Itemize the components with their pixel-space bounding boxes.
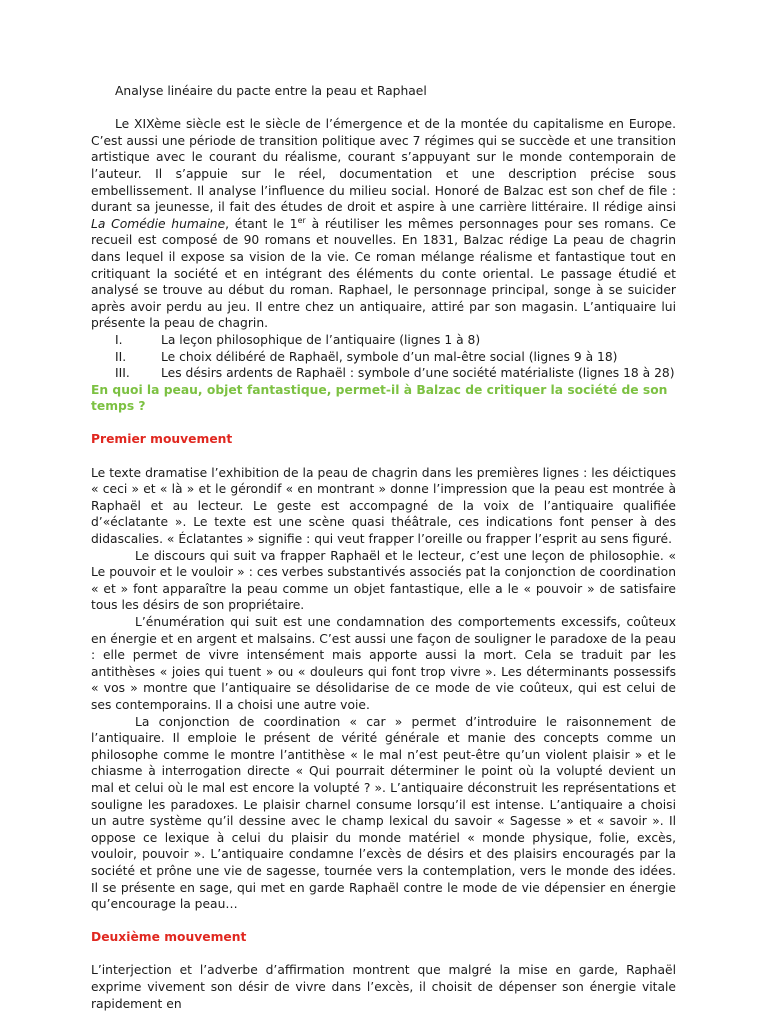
problematique: En quoi la peau, objet fantastique, permet-il à Balzac de critiquer la société de son temps ? — [91, 382, 668, 414]
intro-superscript: er — [297, 215, 306, 225]
document-page — [91, 83, 676, 1012]
intro-book-title: La Comédie humaine — [91, 216, 226, 231]
outline-item-2 — [91, 349, 676, 366]
outline-number: II. — [115, 349, 127, 364]
section1-paragraph-1: Le texte dramatise l’exhibition de la peau de chagrin dans les premières lignes : les déictiques « ceci » et « là » et le gérondif « en montrant » donne l’impression que la peau est montrée à Raphaël et au lecteur. Le geste est accompagné de la voix de l’antiquaire qualifiée d’«éclatante ». Le texte est une scène quasi théâtrale, ces indications font penser à des didascalies. « Éclatantes » signifie : qui veut frapper l’oreille ou frapper l’esprit au sens figuré. — [91, 465, 676, 547]
section2-paragraph-1: L’interjection et l’adverbe d’affirmation montrent que malgré la mise en garde, Raphaël exprime vivement son désir de vivre dans l’excès, il choisit de dépenser son énergie vitale rapidement en — [91, 963, 676, 1011]
intro-text-2: , étant le 1 — [225, 216, 298, 231]
outline-text: La leçon philosophique de l’antiquaire (lignes 1 à 8) — [161, 332, 481, 347]
document-title: Analyse linéaire du pacte entre la peau et Raphael — [115, 84, 427, 98]
section1-paragraph-3: L’énumération qui suit est une condamnation des comportements excessifs, coûteux en énergie et en argent et malsains. C’est aussi une façon de souligner le paradoxe de la peau : elle permet de vivre intensément mais apporte aussi la mort. Cela se traduit par les antithèses « joies qui tuent » ou « douleurs qui font trop vivre ». Les déterminants possessifs « vos » montre que l’antiquaire se désolidarise de ce mode de vie coûteux, qui est celui de ses contemporains. Il a choisi une autre voie. — [91, 615, 676, 712]
outline-text: Les désirs ardents de Raphaël : symbole d’une société matérialiste (lignes 18 à 28) — [161, 366, 675, 381]
intro-text-1: Le XIXème siècle est le siècle de l’émergence et de la montée du capitalisme en Europe. C’est aussi une période de transition politique avec 7 régimes qui se succède et une transition artistique avec le courant du réalisme, courant s’appuyant sur le monde contemporain de l’auteur. Il s’appuie sur le réel, documentation et une description précise sous embellissement. Il analyse l’influence du milieu social. Honoré de Balzac est son chef de file : durant sa jeunesse, il fait des études de droit et aspire à une carrière littéraire. Il rédige ainsi — [91, 117, 676, 215]
intro-text-3: à réutiliser les mêmes personnages pour ses romans. Ce recueil est composé de 90 romans et nouvelles. En 1831, Balzac rédige La peau de chagrin dans lequel il expose sa vision de la vie. Ce roman mélange réalisme et fantastique tout en critiquant la société et en intégrant des éléments du conte oriental. Le passage étudié et analysé se trouve au début du roman. Raphael, le personnage principal, songe à se suicider après avoir perdu au jeu. Il entre chez un antiquaire, attiré par son magasin. L’antiquaire lui présente la peau de chagrin. — [91, 216, 676, 331]
outline-number: I. — [115, 332, 123, 347]
section1-paragraph-2: Le discours qui suit va frapper Raphaël et le lecteur, c’est une leçon de philosophie. « Le pouvoir et le vouloir » : ces verbes substantivés associés pat la conjonction de coordination « et » font apparaître la peau comme un objet fantastique, elle a le « pouvoir » de satisfaire tous les désirs de son propriétaire. — [91, 548, 676, 613]
intro-paragraph — [91, 116, 676, 332]
outline-item-1 — [91, 332, 676, 349]
section-heading-2: Deuxième mouvement — [91, 930, 247, 945]
outline-list — [91, 332, 676, 382]
outline-text: Le choix délibéré de Raphaël, symbole d’un mal-être social (lignes 9 à 18) — [161, 349, 618, 364]
section1-paragraph-4: La conjonction de coordination « car » permet d’introduire le raisonnement de l’antiquaire. Il emploie le présent de vérité générale et manie des concepts comme un philosophe comme le montre l’antithèse « le mal n’est peut-être qu’un violent plaisir » et le chiasme à interrogation directe « Qui pourrait déterminer le point où la volupté devient un mal et celui où le mal est encore la volupté ? ». L’antiquaire déconstruit les représentations et souligne les paradoxes. Le plaisir charnel consume lorsqu’il est intense. L’antiquaire a choisi un autre système qu’il dessine avec le champ lexical du savoir « Sagesse » et « savoir ». Il oppose ce lexique à celui du plaisir du monde matériel « monde physique, folie, excès, vouloir, pouvoir ». L’antiquaire condamne l’excès de désirs et des plaisirs encouragés par la société et prône une vie de sagesse, tournée vers la contemplation, vers le monde des idées. Il se présente en sage, qui met en garde Raphaël contre le mode de vie dépensier en énergie qu’encourage la peau… — [91, 714, 676, 912]
outline-number: III. — [115, 366, 130, 381]
section-heading-1: Premier mouvement — [91, 432, 233, 447]
outline-item-3 — [91, 365, 676, 382]
